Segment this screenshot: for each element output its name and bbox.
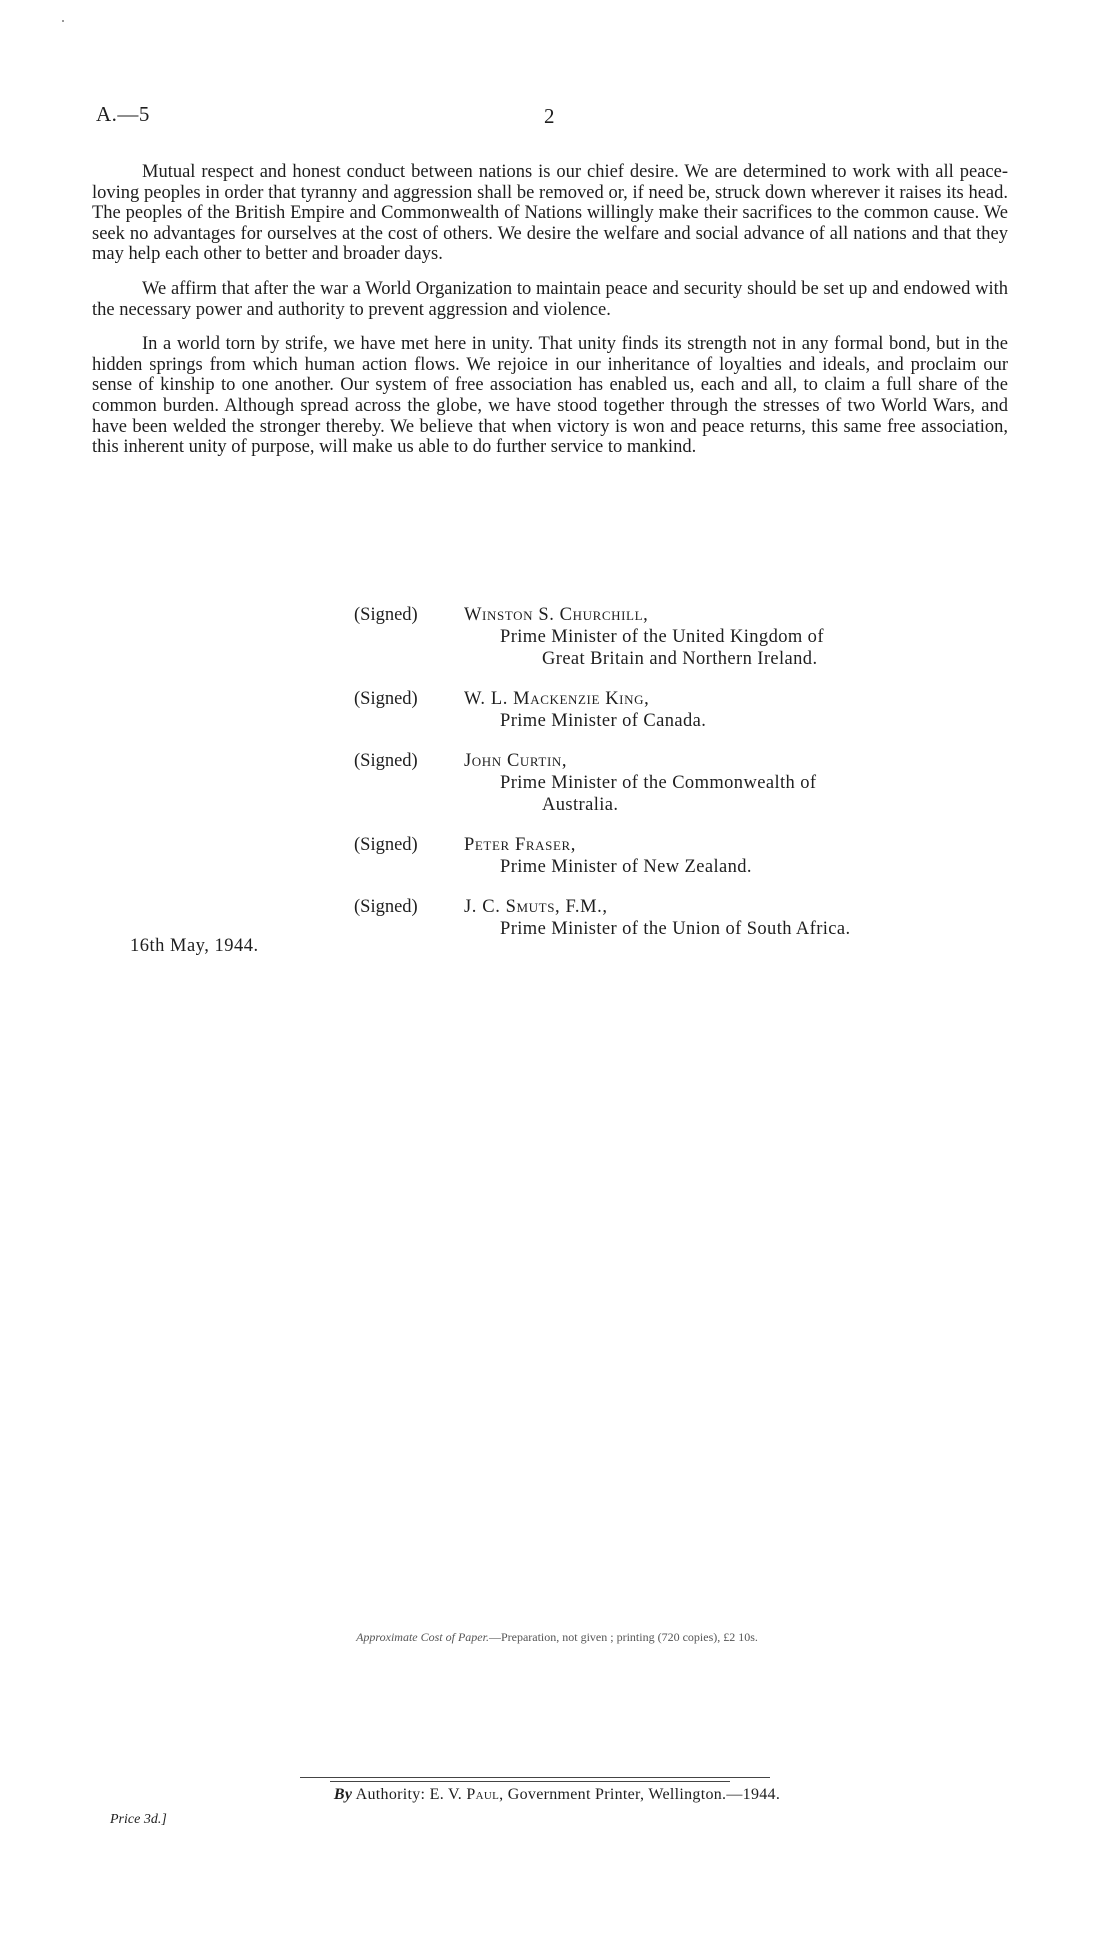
- signatory-name: W. L. Mackenzie King,: [464, 689, 650, 709]
- printer-imprint: [0, 1786, 1114, 1804]
- signed-label: (Signed): [354, 835, 418, 855]
- imprint-by: By: [333, 1786, 353, 1803]
- paragraph: In a world torn by strife, we have met here in unity. That unity finds its strength not in any formal bond, but in the hidden springs from which human action flows. We rejoice in our inheritance of loyalties and ideals, and proclaim our sense of kinship to one another. Our system of free association has enabled us, each and all, to claim a full share of the common burden. Although spread across the globe, we have stood together through the stresses of two World Wars, and have been welded the stronger thereby. We believe that when victory is won and peace returns, this same free association, this inherent unity of purpose, will make us able to do further service to mankind.: [92, 334, 1008, 458]
- imprint-authority: Authority:: [355, 1786, 426, 1803]
- signatory-title: Prime Minister of the Union of South Africa.: [500, 919, 851, 939]
- cost-note: [0, 1630, 1114, 1645]
- paragraph: We affirm that after the war a World Organization to maintain peace and security should be set up and endowed with the necessary power and authority to prevent aggression and violence.: [92, 278, 1008, 320]
- signature-churchill: [354, 604, 1074, 670]
- price-label: Price 3d.]: [110, 1812, 167, 1827]
- signatory-title: Prime Minister of Canada.: [500, 711, 707, 731]
- signature-block: [354, 604, 1074, 958]
- imprint-surname: Paul,: [466, 1786, 504, 1803]
- document-reference: A.—5: [96, 102, 150, 126]
- signatory-name: John Curtin,: [464, 751, 568, 771]
- document-date: 16th May, 1944.: [130, 936, 259, 956]
- signatory-name: Winston S. Churchill,: [464, 605, 649, 625]
- signature-curtin: [354, 750, 1074, 816]
- signatory-name: J. C. Smuts, F.M.,: [464, 897, 608, 917]
- imprint-rest: Government Printer, Wellington.—1944.: [507, 1786, 781, 1803]
- signatory-name: Peter Fraser,: [464, 835, 577, 855]
- divider-rule: [330, 1781, 730, 1782]
- signatory-title: Prime Minister of the United Kingdom of: [500, 627, 824, 647]
- signed-label: (Signed): [354, 897, 418, 917]
- signatory-title-continued: Great Britain and Northern Ireland.: [542, 649, 818, 669]
- signature-king: [354, 688, 1074, 732]
- signature-fraser: [354, 834, 1074, 878]
- imprint-initials: E. V.: [429, 1786, 463, 1803]
- cost-note-text: —Preparation, not given ; printing (720 copies), £2 10s.: [488, 1630, 758, 1644]
- scan-speck: [62, 20, 64, 22]
- signed-label: (Signed): [354, 605, 418, 625]
- signed-label: (Signed): [354, 689, 418, 709]
- signed-label: (Signed): [354, 751, 418, 771]
- declaration-body: [92, 162, 1008, 472]
- divider-rule: [300, 1777, 770, 1778]
- signatory-title-continued: Australia.: [542, 795, 619, 815]
- page-number: 2: [544, 104, 555, 128]
- signatory-title: Prime Minister of the Commonwealth of: [500, 773, 817, 793]
- cost-note-label: Approximate Cost of Paper.: [356, 1630, 489, 1644]
- paragraph: Mutual respect and honest conduct between nations is our chief desire. We are determined to work with all peace-loving peoples in order that tyranny and aggression shall be removed or, if need be, struck down wherever it raises its head. The peoples of the British Empire and Commonwealth of Nations willingly make their sacrifices to the common cause. We seek no advantages for ourselves at the cost of others. We desire the welfare and social advance of all nations and that they may help each other to better and broader days.: [92, 162, 1008, 265]
- signature-smuts: [354, 896, 1074, 940]
- signatory-title: Prime Minister of New Zealand.: [500, 857, 752, 877]
